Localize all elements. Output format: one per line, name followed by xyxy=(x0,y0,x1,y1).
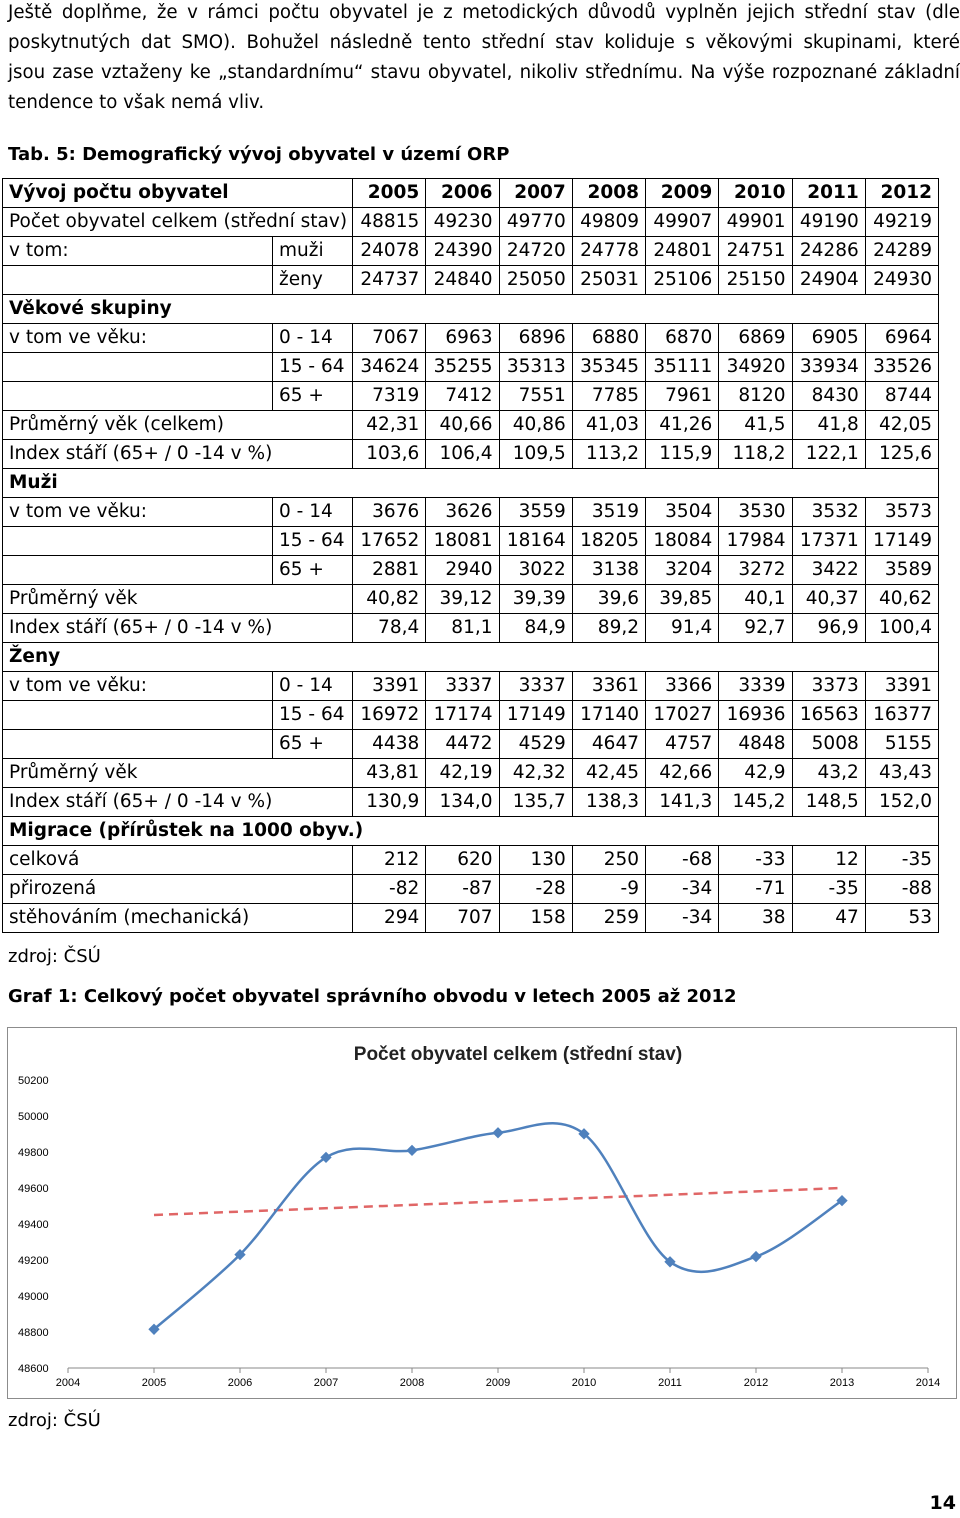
population-chart xyxy=(8,1028,956,1398)
y-tick-label: 49400 xyxy=(18,1219,49,1231)
table-cell: 294 xyxy=(353,904,426,933)
table-cell: 2940 xyxy=(426,556,499,585)
table-cell: 134,0 xyxy=(426,788,499,817)
table-cell: 3559 xyxy=(499,498,572,527)
table-cell: 24930 xyxy=(865,266,938,295)
table-cell: 24778 xyxy=(572,237,645,266)
row-label: v tom ve věku: xyxy=(3,672,273,701)
table-cell: 24390 xyxy=(426,237,499,266)
chart-container xyxy=(7,1027,957,1399)
section-heading: Migrace (přírůstek na 1000 obyv.) xyxy=(3,817,939,846)
table-cell: 49219 xyxy=(865,208,938,237)
table-cell: 41,26 xyxy=(646,411,719,440)
table-cell: 41,8 xyxy=(792,411,865,440)
table-cell: 49230 xyxy=(426,208,499,237)
table-cell: 18081 xyxy=(426,527,499,556)
table-cell: 3573 xyxy=(865,498,938,527)
table-cell: 3022 xyxy=(499,556,572,585)
table-cell: 106,4 xyxy=(426,440,499,469)
series-line xyxy=(154,1123,842,1329)
row-label: Index stáří (65+ / 0 -14 v %) xyxy=(3,440,353,469)
row-label: celková xyxy=(3,846,353,875)
table-cell: 48815 xyxy=(353,208,426,237)
table-cell: 42,9 xyxy=(719,759,792,788)
table-cell: 34624 xyxy=(353,353,426,382)
table-cell: 3339 xyxy=(719,672,792,701)
row-sublabel: 15 - 64 xyxy=(273,353,353,382)
table-cell: 6880 xyxy=(572,324,645,353)
row-label xyxy=(3,527,273,556)
table-cell: 3272 xyxy=(719,556,792,585)
table-cell: 96,9 xyxy=(792,614,865,643)
table-row xyxy=(3,904,939,933)
table-cell: 259 xyxy=(572,904,645,933)
row-sublabel: 15 - 64 xyxy=(273,527,353,556)
table-cell: 122,1 xyxy=(792,440,865,469)
table-cell: 17174 xyxy=(426,701,499,730)
table-cell: 3337 xyxy=(499,672,572,701)
row-label: Index stáří (65+ / 0 -14 v %) xyxy=(3,614,353,643)
table-cell: 49907 xyxy=(646,208,719,237)
table-cell: -28 xyxy=(499,875,572,904)
table-cell: 141,3 xyxy=(646,788,719,817)
table-cell: 3361 xyxy=(572,672,645,701)
intro-line: Ještě doplňme, že v rámci počtu obyvatel je z metodických důvodů vyplněn jejich střední stav (dle xyxy=(8,2,960,23)
table-cell: -33 xyxy=(719,846,792,875)
table-cell: 40,1 xyxy=(719,585,792,614)
x-tick-label: 2011 xyxy=(658,1377,682,1389)
table-cell: 18205 xyxy=(572,527,645,556)
table-cell: 7319 xyxy=(353,382,426,411)
table-cell: 115,9 xyxy=(646,440,719,469)
table-cell: 145,2 xyxy=(719,788,792,817)
intro-paragraph xyxy=(8,0,960,118)
table-cell: 24286 xyxy=(792,237,865,266)
table-row xyxy=(3,324,939,353)
table-cell: 3589 xyxy=(865,556,938,585)
x-tick-label: 2010 xyxy=(571,1377,597,1389)
table-cell: 130 xyxy=(499,846,572,875)
table-cell: 24801 xyxy=(646,237,719,266)
table-cell: 4472 xyxy=(426,730,499,759)
table-cell: 43,43 xyxy=(865,759,938,788)
table-cell: 39,85 xyxy=(646,585,719,614)
table-cell: 3138 xyxy=(572,556,645,585)
table-cell: 6869 xyxy=(719,324,792,353)
table-cell: 42,05 xyxy=(865,411,938,440)
row-sublabel: 0 - 14 xyxy=(273,672,353,701)
intro-line: jsou zase vztaženy ke „standardnímu“ stavu obyvatel, nikoliv střednímu. Na výše rozpoznané základní xyxy=(8,62,960,83)
table-cell: 40,82 xyxy=(353,585,426,614)
row-sublabel: 65 + xyxy=(273,730,353,759)
table-cell: 6870 xyxy=(646,324,719,353)
row-label: přirozená xyxy=(3,875,353,904)
intro-line: tendence to však nemá vliv. xyxy=(8,92,265,113)
table-cell: 35313 xyxy=(499,353,572,382)
y-tick-label: 49800 xyxy=(18,1147,49,1159)
table-cell: 42,31 xyxy=(353,411,426,440)
table-cell: 40,62 xyxy=(865,585,938,614)
table-cell: 158 xyxy=(499,904,572,933)
table-cell: 84,9 xyxy=(499,614,572,643)
table-cell: 4848 xyxy=(719,730,792,759)
table-row xyxy=(3,411,939,440)
table-cell: 17027 xyxy=(646,701,719,730)
table-cell: -34 xyxy=(646,875,719,904)
header-year: 2006 xyxy=(426,179,499,208)
table-row xyxy=(3,846,939,875)
table-cell: 49901 xyxy=(719,208,792,237)
row-label xyxy=(3,382,273,411)
chart-source: zdroj: ČSÚ xyxy=(8,1410,101,1431)
table-cell: 707 xyxy=(426,904,499,933)
table-cell: 138,3 xyxy=(572,788,645,817)
table-cell: 100,4 xyxy=(865,614,938,643)
table-cell: 16936 xyxy=(719,701,792,730)
table-cell: 4647 xyxy=(572,730,645,759)
table-cell: 17984 xyxy=(719,527,792,556)
table-source: zdroj: ČSÚ xyxy=(8,946,101,967)
table-cell: 16563 xyxy=(792,701,865,730)
row-label xyxy=(3,556,273,585)
data-point xyxy=(492,1127,503,1138)
table-cell: 33934 xyxy=(792,353,865,382)
row-label: v tom ve věku: xyxy=(3,498,273,527)
table-cell: 42,45 xyxy=(572,759,645,788)
table-cell: 40,37 xyxy=(792,585,865,614)
table-row xyxy=(3,353,939,382)
table-cell: 135,7 xyxy=(499,788,572,817)
data-point xyxy=(750,1251,761,1262)
table-row xyxy=(3,556,939,585)
table-cell: 17140 xyxy=(572,701,645,730)
section-heading: Věkové skupiny xyxy=(3,295,939,324)
table-cell: -68 xyxy=(646,846,719,875)
table-cell: 35111 xyxy=(646,353,719,382)
row-sublabel: 65 + xyxy=(273,382,353,411)
row-label xyxy=(3,730,273,759)
row-sublabel: 65 + xyxy=(273,556,353,585)
table-header-row xyxy=(3,179,939,208)
y-tick-label: 49600 xyxy=(18,1183,49,1195)
table-cell: 81,1 xyxy=(426,614,499,643)
table-cell: 3532 xyxy=(792,498,865,527)
table-cell: 92,7 xyxy=(719,614,792,643)
table-row xyxy=(3,672,939,701)
table-cell: 6964 xyxy=(865,324,938,353)
row-label: Průměrný věk (celkem) xyxy=(3,411,353,440)
table-cell: 89,2 xyxy=(572,614,645,643)
table-cell: 3530 xyxy=(719,498,792,527)
table-cell: 18084 xyxy=(646,527,719,556)
table-cell: 42,32 xyxy=(499,759,572,788)
row-sublabel: 15 - 64 xyxy=(273,701,353,730)
row-label: Průměrný věk xyxy=(3,759,353,788)
table-cell: 3337 xyxy=(426,672,499,701)
x-tick-label: 2006 xyxy=(227,1377,253,1389)
row-label xyxy=(3,266,273,295)
y-tick-label: 50200 xyxy=(18,1075,49,1087)
table-cell: 49809 xyxy=(572,208,645,237)
x-tick-label: 2014 xyxy=(915,1377,941,1389)
table-cell: 118,2 xyxy=(719,440,792,469)
table-cell: 3504 xyxy=(646,498,719,527)
table-cell: -71 xyxy=(719,875,792,904)
table-cell: 39,39 xyxy=(499,585,572,614)
table-cell: 8120 xyxy=(719,382,792,411)
table-cell: 4757 xyxy=(646,730,719,759)
table-cell: 3626 xyxy=(426,498,499,527)
x-tick-label: 2009 xyxy=(485,1377,511,1389)
row-label: Počet obyvatel celkem (střední stav) xyxy=(3,208,353,237)
table-cell: 40,86 xyxy=(499,411,572,440)
table-cell: 6896 xyxy=(499,324,572,353)
row-sublabel: muži xyxy=(273,237,353,266)
section-row xyxy=(3,643,939,672)
table-cell: 4529 xyxy=(499,730,572,759)
table-cell: -82 xyxy=(353,875,426,904)
table-cell: 41,03 xyxy=(572,411,645,440)
table-row xyxy=(3,788,939,817)
row-sublabel: 0 - 14 xyxy=(273,324,353,353)
header-year: 2005 xyxy=(353,179,426,208)
header-year: 2011 xyxy=(792,179,865,208)
row-label: stěhováním (mechanická) xyxy=(3,904,353,933)
x-tick-label: 2004 xyxy=(55,1377,81,1389)
table-row xyxy=(3,585,939,614)
row-sublabel: ženy xyxy=(273,266,353,295)
table-cell: 39,12 xyxy=(426,585,499,614)
row-label xyxy=(3,353,273,382)
section-row xyxy=(3,295,939,324)
table-cell: 49190 xyxy=(792,208,865,237)
table-cell: 7785 xyxy=(572,382,645,411)
table-row xyxy=(3,527,939,556)
table-cell: 3373 xyxy=(792,672,865,701)
table-cell: 17652 xyxy=(353,527,426,556)
table-row xyxy=(3,208,939,237)
table-cell: 18164 xyxy=(499,527,572,556)
table-cell: 6905 xyxy=(792,324,865,353)
table-cell: 39,6 xyxy=(572,585,645,614)
x-tick-label: 2013 xyxy=(829,1377,855,1389)
table-cell: 7067 xyxy=(353,324,426,353)
table-cell: 148,5 xyxy=(792,788,865,817)
table-cell: 42,66 xyxy=(646,759,719,788)
row-label: Průměrný věk xyxy=(3,585,353,614)
table-cell: 16377 xyxy=(865,701,938,730)
table-cell: 5008 xyxy=(792,730,865,759)
table-cell: -35 xyxy=(792,875,865,904)
row-label: v tom ve věku: xyxy=(3,324,273,353)
table-cell: 53 xyxy=(865,904,938,933)
table-cell: 49770 xyxy=(499,208,572,237)
y-tick-label: 49200 xyxy=(18,1255,49,1267)
table-cell: 24904 xyxy=(792,266,865,295)
data-point xyxy=(406,1145,417,1156)
table-cell: 25031 xyxy=(572,266,645,295)
table-cell: -9 xyxy=(572,875,645,904)
table-cell: 24737 xyxy=(353,266,426,295)
row-sublabel: 0 - 14 xyxy=(273,498,353,527)
table-cell: 152,0 xyxy=(865,788,938,817)
table-cell: 38 xyxy=(719,904,792,933)
table-cell: 17149 xyxy=(865,527,938,556)
x-tick-label: 2012 xyxy=(743,1377,769,1389)
page-number: 14 xyxy=(929,1492,956,1514)
table-cell: 2881 xyxy=(353,556,426,585)
table-cell: 620 xyxy=(426,846,499,875)
section-row xyxy=(3,469,939,498)
table-cell: 7412 xyxy=(426,382,499,411)
table-cell: 24078 xyxy=(353,237,426,266)
table-cell: 12 xyxy=(792,846,865,875)
table-row xyxy=(3,498,939,527)
header-label: Vývoj počtu obyvatel xyxy=(3,179,353,208)
table-cell: -35 xyxy=(865,846,938,875)
table-cell: 40,66 xyxy=(426,411,499,440)
table-cell: 3676 xyxy=(353,498,426,527)
table-cell: 17149 xyxy=(499,701,572,730)
chart-title: Počet obyvatel celkem (střední stav) xyxy=(353,1044,683,1065)
table-row xyxy=(3,759,939,788)
table-cell: 3366 xyxy=(646,672,719,701)
trend-line xyxy=(154,1188,842,1215)
table-cell: 78,4 xyxy=(353,614,426,643)
section-row xyxy=(3,817,939,846)
table-row xyxy=(3,382,939,411)
table-cell: 24720 xyxy=(499,237,572,266)
table-cell: 109,5 xyxy=(499,440,572,469)
header-year: 2012 xyxy=(865,179,938,208)
table-cell: 16972 xyxy=(353,701,426,730)
section-heading: Ženy xyxy=(3,643,939,672)
table-cell: 8744 xyxy=(865,382,938,411)
table-cell: -34 xyxy=(646,904,719,933)
table-cell: 17371 xyxy=(792,527,865,556)
row-label: v tom: xyxy=(3,237,273,266)
x-tick-label: 2008 xyxy=(399,1377,425,1389)
table-cell: 24840 xyxy=(426,266,499,295)
table-cell: 43,2 xyxy=(792,759,865,788)
table-cell: 6963 xyxy=(426,324,499,353)
table-cell: -88 xyxy=(865,875,938,904)
x-tick-label: 2005 xyxy=(141,1377,167,1389)
table-cell: 125,6 xyxy=(865,440,938,469)
table-row xyxy=(3,266,939,295)
row-label xyxy=(3,701,273,730)
table-cell: 3204 xyxy=(646,556,719,585)
table-cell: 4438 xyxy=(353,730,426,759)
table-cell: 35345 xyxy=(572,353,645,382)
header-year: 2010 xyxy=(719,179,792,208)
y-tick-label: 49000 xyxy=(18,1291,49,1303)
table-cell: 113,2 xyxy=(572,440,645,469)
table-cell: 3391 xyxy=(865,672,938,701)
header-year: 2009 xyxy=(646,179,719,208)
table-cell: 3391 xyxy=(353,672,426,701)
table-row xyxy=(3,730,939,759)
section-heading: Muži xyxy=(3,469,939,498)
table-cell: 250 xyxy=(572,846,645,875)
table-row xyxy=(3,701,939,730)
table-cell: 212 xyxy=(353,846,426,875)
demography-table xyxy=(2,178,939,933)
y-tick-label: 50000 xyxy=(18,1111,49,1123)
table-cell: 43,81 xyxy=(353,759,426,788)
table-cell: 25050 xyxy=(499,266,572,295)
table-cell: 24751 xyxy=(719,237,792,266)
table-cell: 33526 xyxy=(865,353,938,382)
row-label: Index stáří (65+ / 0 -14 v %) xyxy=(3,788,353,817)
table-cell: 103,6 xyxy=(353,440,426,469)
table-cell: 3519 xyxy=(572,498,645,527)
table-cell: 3422 xyxy=(792,556,865,585)
table-cell: 7961 xyxy=(646,382,719,411)
table-cell: 25106 xyxy=(646,266,719,295)
intro-line: poskytnutých dat SMO). Bohužel následně tento střední stav koliduje s věkovými skupinami, které xyxy=(8,32,960,53)
table-cell: 41,5 xyxy=(719,411,792,440)
table-row xyxy=(3,614,939,643)
header-year: 2008 xyxy=(572,179,645,208)
table-cell: 24289 xyxy=(865,237,938,266)
table-cell: 130,9 xyxy=(353,788,426,817)
y-tick-label: 48800 xyxy=(18,1327,49,1339)
table-cell: -87 xyxy=(426,875,499,904)
table-row xyxy=(3,237,939,266)
table-cell: 91,4 xyxy=(646,614,719,643)
header-year: 2007 xyxy=(499,179,572,208)
chart-caption: Graf 1: Celkový počet obyvatel správního obvodu v letech 2005 až 2012 xyxy=(8,986,737,1007)
table-cell: 42,19 xyxy=(426,759,499,788)
table-row xyxy=(3,440,939,469)
table-cell: 5155 xyxy=(865,730,938,759)
table-cell: 47 xyxy=(792,904,865,933)
table-cell: 7551 xyxy=(499,382,572,411)
table-cell: 25150 xyxy=(719,266,792,295)
table-row xyxy=(3,875,939,904)
table-cell: 8430 xyxy=(792,382,865,411)
table-cell: 34920 xyxy=(719,353,792,382)
x-tick-label: 2007 xyxy=(313,1377,339,1389)
table-caption: Tab. 5: Demografický vývoj obyvatel v území ORP xyxy=(8,144,510,165)
y-tick-label: 48600 xyxy=(18,1363,49,1375)
table-cell: 35255 xyxy=(426,353,499,382)
